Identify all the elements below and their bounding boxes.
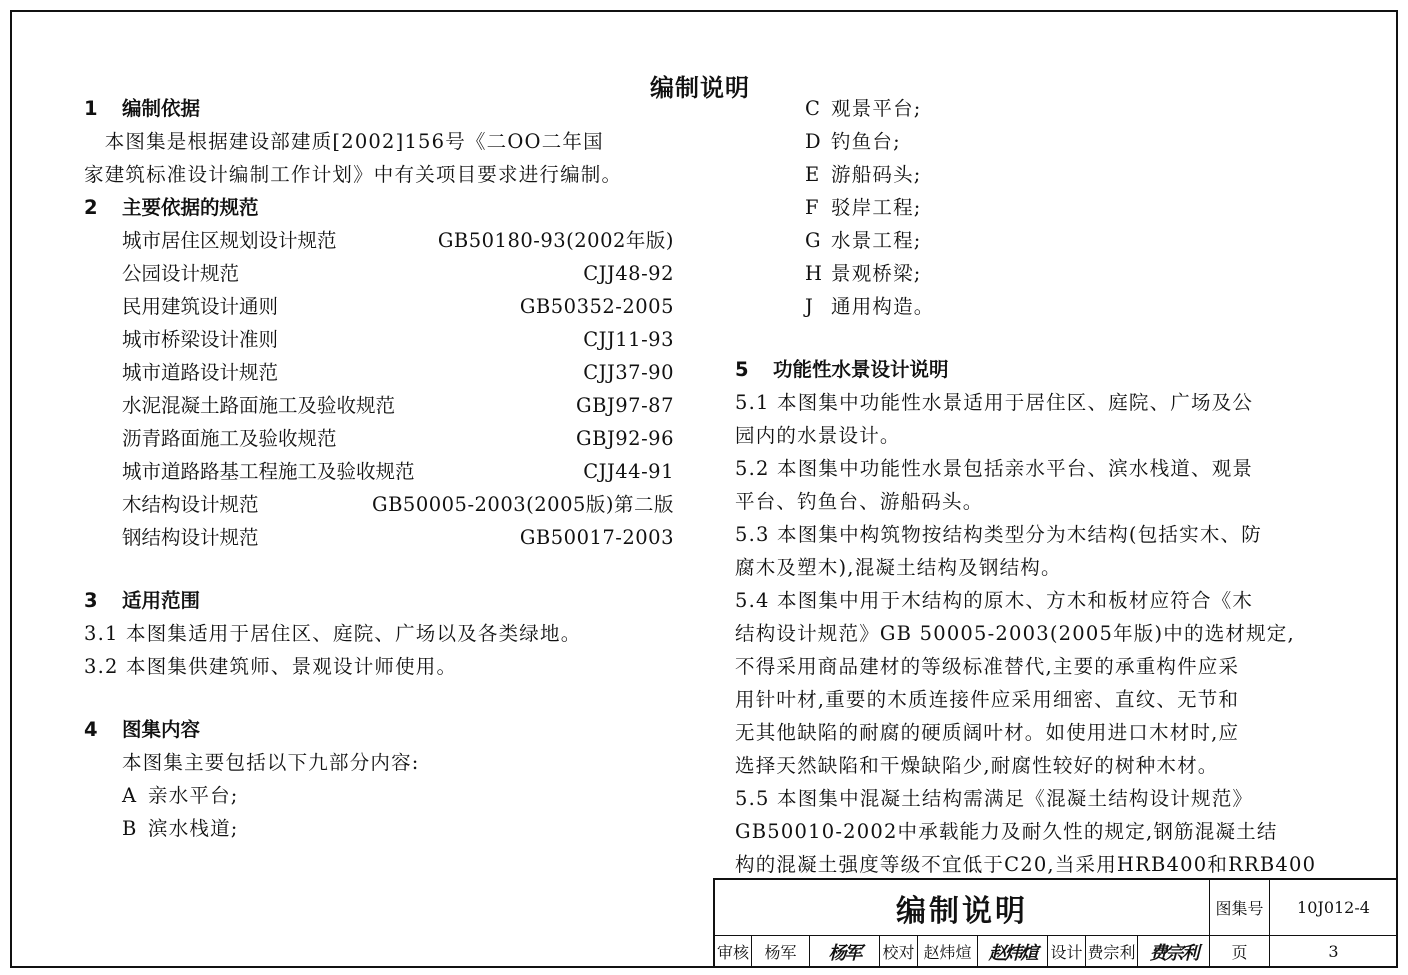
content-item xyxy=(735,290,1325,323)
standard-code: GBJ97-87 xyxy=(576,394,674,417)
section-4-heading xyxy=(84,713,674,746)
section-title: 主要依据的规范 xyxy=(122,196,259,219)
content-item-text: 通用构造。 xyxy=(831,295,935,318)
content-item-text: 亲水平台; xyxy=(148,784,239,807)
standard-code: GBJ92-96 xyxy=(576,427,674,450)
standard-row xyxy=(84,521,674,554)
section-number: 1 xyxy=(84,97,98,120)
section-3-heading xyxy=(84,584,674,617)
section-5-line: 用针叶材,重要的木质连接件应采用细密、直纹、无节和 xyxy=(735,688,1240,711)
section-2-heading xyxy=(84,191,674,224)
standard-row xyxy=(84,224,674,257)
content-item-letter: J xyxy=(805,295,815,318)
content-item xyxy=(735,158,1325,191)
section-5-line: 平台、钓鱼台、游船码头。 xyxy=(735,490,984,513)
checker-signature: 赵炜煊 xyxy=(978,936,1048,968)
section-number: 4 xyxy=(84,718,98,741)
standard-name: 沥青路面施工及验收规范 xyxy=(122,427,337,450)
standard-code: CJJ44-91 xyxy=(583,460,674,483)
content-item-letter: G xyxy=(805,229,822,252)
section-number: 3 xyxy=(84,589,98,612)
atlas-number-label: 图集号 xyxy=(1210,880,1270,936)
left-column xyxy=(84,92,674,845)
section-4-intro: 本图集主要包括以下九部分内容: xyxy=(122,751,420,774)
section-5-line: 构的混凝土强度等级不宜低于C20,当采用HRB400和RRB400 xyxy=(735,853,1317,876)
section-title: 图集内容 xyxy=(122,718,201,741)
content-item-text: 游船码头; xyxy=(831,163,922,186)
content-item-text: 滨水栈道; xyxy=(148,817,239,840)
content-item-text: 观景平台; xyxy=(831,97,922,120)
section-1-line: 本图集是根据建设部建质[2002]156号《二OO二年国 xyxy=(84,130,604,153)
section-5-line: 5.5 本图集中混凝土结构需满足《混凝土结构设计规范》 xyxy=(735,787,1254,810)
standard-name: 城市居住区规划设计规范 xyxy=(122,229,337,252)
standard-name: 木结构设计规范 xyxy=(122,493,259,516)
content-item xyxy=(735,92,1325,125)
standard-code: GB50180-93(2002年版) xyxy=(437,229,674,252)
standard-code: GB50017-2003 xyxy=(519,526,674,549)
standard-name: 公园设计规范 xyxy=(122,262,240,285)
section-number: 2 xyxy=(84,196,98,219)
section-5-line: 5.3 本图集中构筑物按结构类型分为木结构(包括实木、防 xyxy=(735,523,1262,546)
standard-row xyxy=(84,422,674,455)
content-item-letter: B xyxy=(122,817,138,840)
standard-code: GB50352-2005 xyxy=(519,295,674,318)
page-title: 编制说明 xyxy=(650,74,750,102)
title-block xyxy=(713,878,1398,968)
content-item-letter: F xyxy=(805,196,820,219)
content-item-letter: E xyxy=(805,163,821,186)
designer-name: 费宗利 xyxy=(1086,936,1138,968)
content-item xyxy=(84,779,674,812)
section-5-line: 腐木及塑木),混凝土结构及钢结构。 xyxy=(735,556,1062,579)
standard-code: CJJ11-93 xyxy=(583,328,674,351)
content-item-text: 驳岸工程; xyxy=(831,196,922,219)
section-5-line: 5.4 本图集中用于木结构的原木、方木和板材应符合《木 xyxy=(735,589,1254,612)
atlas-number: 10J012-4 xyxy=(1270,880,1398,936)
content-item-text: 钓鱼台; xyxy=(831,130,901,153)
content-item-letter: C xyxy=(805,97,822,120)
reviewer-signature: 杨军 xyxy=(810,936,880,968)
section-5-line: 不得采用商品建材的等级标准替代,主要的承重构件应采 xyxy=(735,655,1240,678)
standard-name: 城市道路路基工程施工及验收规范 xyxy=(122,460,415,483)
section-5-line: 5.2 本图集中功能性水景包括亲水平台、滨水栈道、观景 xyxy=(735,457,1254,480)
title-block-title: 编制说明 xyxy=(715,880,1210,936)
section-5-line: 选择天然缺陷和干燥缺陷少,耐腐性较好的树种木材。 xyxy=(735,754,1219,777)
section-title: 编制依据 xyxy=(122,97,201,120)
content-item xyxy=(84,812,674,845)
standard-name: 水泥混凝土路面施工及验收规范 xyxy=(122,394,396,417)
content-item-letter: A xyxy=(122,784,138,807)
checker-name: 赵炜煊 xyxy=(918,936,978,968)
standard-row xyxy=(84,356,674,389)
standard-name: 民用建筑设计通则 xyxy=(122,295,279,318)
standard-row xyxy=(84,290,674,323)
content-item xyxy=(735,224,1325,257)
spacer xyxy=(84,683,674,713)
section-5-line: GB50010-2002中承载能力及耐久性的规定,钢筋混凝土结 xyxy=(735,820,1278,843)
spacer xyxy=(84,554,674,584)
standard-code: CJJ48-92 xyxy=(583,262,674,285)
section-title: 适用范围 xyxy=(122,589,201,612)
reviewer-name: 杨军 xyxy=(752,936,810,968)
section-3-line: 3.1 本图集适用于居住区、庭院、广场以及各类绿地。 xyxy=(84,622,582,645)
standard-row xyxy=(84,488,674,521)
right-column xyxy=(735,92,1325,881)
section-number: 5 xyxy=(735,358,749,381)
page-label: 页 xyxy=(1210,936,1270,968)
content-item xyxy=(735,191,1325,224)
section-5-line: 5.1 本图集中功能性水景适用于居住区、庭院、广场及公 xyxy=(735,391,1254,414)
review-label: 审核 xyxy=(715,936,752,968)
check-label: 校对 xyxy=(880,936,918,968)
section-5-line: 园内的水景设计。 xyxy=(735,424,901,447)
section-3-line: 3.2 本图集供建筑师、景观设计师使用。 xyxy=(84,655,458,678)
page-number: 3 xyxy=(1270,936,1398,968)
standard-code: GB50005-2003(2005版)第二版 xyxy=(372,493,674,516)
standard-row xyxy=(84,323,674,356)
section-title: 功能性水景设计说明 xyxy=(773,358,949,381)
section-5-line: 结构设计规范》GB 50005-2003(2005年版)中的选材规定, xyxy=(735,622,1295,645)
standard-row xyxy=(84,257,674,290)
standard-name: 城市桥梁设计准则 xyxy=(122,328,279,351)
spacer xyxy=(735,323,1325,353)
standard-name: 城市道路设计规范 xyxy=(122,361,279,384)
section-5-heading xyxy=(735,353,1325,386)
standard-code: CJJ37-90 xyxy=(583,361,674,384)
design-label: 设计 xyxy=(1048,936,1086,968)
section-5-line: 无其他缺陷的耐腐的硬质阔叶材。如使用进口木材时,应 xyxy=(735,721,1240,744)
standard-row xyxy=(84,455,674,488)
standard-name: 钢结构设计规范 xyxy=(122,526,259,549)
content-item-text: 景观桥梁; xyxy=(831,262,922,285)
designer-signature: 费宗利 xyxy=(1138,936,1210,968)
content-item-letter: H xyxy=(805,262,824,285)
section-1-heading xyxy=(84,92,674,125)
section-1-line: 家建筑标准设计编制工作计划》中有关项目要求进行编制。 xyxy=(84,163,623,186)
content-item-letter: D xyxy=(805,130,822,153)
content-item xyxy=(735,125,1325,158)
content-item xyxy=(735,257,1325,290)
content-item-text: 水景工程; xyxy=(831,229,922,252)
standard-row xyxy=(84,389,674,422)
